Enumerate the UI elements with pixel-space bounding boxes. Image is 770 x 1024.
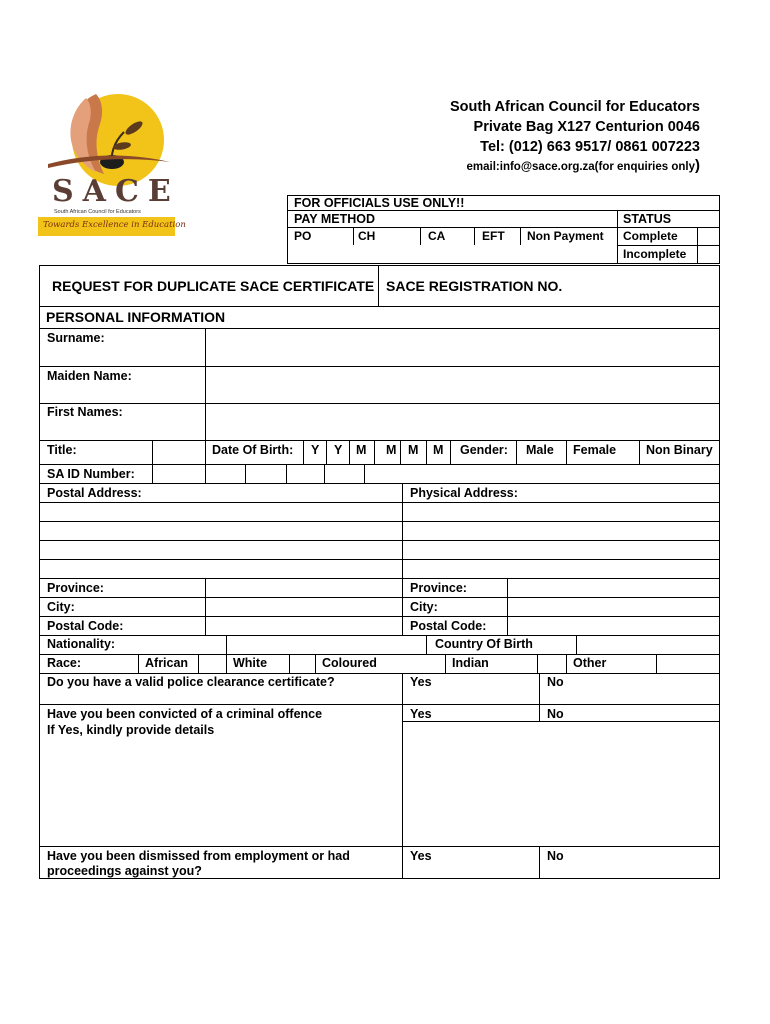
vline-139 (138, 654, 139, 673)
convicted-no[interactable]: No (547, 707, 564, 721)
maiden-name-field[interactable] (206, 367, 720, 403)
hline-704 (39, 704, 720, 705)
gender-female[interactable]: Female (573, 443, 617, 457)
physical-address-label: Physical Address: (410, 486, 518, 500)
vline-199 (198, 654, 199, 673)
sace-reg-no-label: SACE REGISTRATION NO. (386, 278, 563, 294)
vline-427 (426, 440, 427, 464)
vline-640 (639, 440, 640, 464)
hline-440 (39, 440, 720, 441)
vline-567 (566, 440, 567, 464)
status-incomplete: Incomplete (623, 247, 687, 261)
race-white[interactable]: White (233, 656, 268, 670)
dob-y1[interactable]: Y (311, 443, 320, 457)
officials-vline-4 (520, 227, 521, 245)
vline-365 (364, 464, 365, 483)
vline-567-b (566, 654, 567, 673)
race-coloured[interactable]: Coloured (322, 656, 377, 670)
country-of-birth-field[interactable] (577, 636, 720, 654)
nationality-label: Nationality: (47, 637, 116, 651)
officials-vline-3 (474, 227, 475, 245)
race-african[interactable]: African (145, 656, 189, 670)
first-names-label: First Names: (47, 405, 123, 419)
first-names-field[interactable] (206, 404, 720, 440)
pay-eft: EFT (482, 229, 505, 243)
vline-316 (315, 654, 316, 673)
nationality-field[interactable] (227, 636, 427, 654)
vline-287 (286, 464, 287, 483)
surname-label: Surname: (47, 331, 105, 345)
officials-vline-1 (353, 227, 354, 245)
pay-ch: CH (358, 229, 376, 243)
vline-401 (400, 440, 401, 464)
vline-206-d (205, 578, 206, 635)
vline-540-b (539, 846, 540, 879)
vline-446 (445, 654, 446, 673)
sace-brand-text: SACE (52, 174, 180, 209)
vline-206-a (205, 328, 206, 440)
sace-full-name: South African Council for Educators (54, 209, 141, 215)
city-label-2: City: (410, 600, 438, 614)
city-label: City: (47, 600, 75, 614)
status-label: STATUS (623, 212, 672, 226)
tagline-banner (38, 217, 186, 236)
header-address: Private Bag X127 Centurion 0046 (473, 119, 700, 135)
header-email-text: email:info@sace.org.za(for enquiries only (466, 161, 695, 173)
vline-375 (374, 440, 375, 464)
sa-id-label: SA ID Number: (47, 467, 135, 481)
police-yes[interactable]: Yes (410, 675, 432, 689)
race-indian[interactable]: Indian (452, 656, 489, 670)
hline-521 (39, 521, 720, 522)
sace-logo (38, 88, 186, 238)
race-label: Race: (47, 656, 82, 670)
vline-206-b (205, 440, 206, 464)
title-divider (378, 265, 379, 307)
hline-540 (39, 540, 720, 541)
dob-y2[interactable]: Y (334, 443, 343, 457)
vline-227 (226, 635, 227, 654)
vline-350 (349, 440, 350, 464)
header-org-name: South African Council for Educators (449, 99, 700, 115)
header-phone: Tel: (012) 663 9517/ 0861 007223 (480, 139, 700, 155)
officials-vline-6 (697, 227, 698, 264)
vline-538 (537, 654, 538, 673)
vline-657 (656, 654, 657, 673)
officials-vline-5 (617, 211, 618, 264)
title-label: Title: (47, 443, 77, 457)
dismissed-question: Have you been dismissed from employment or had proceedings against you? (47, 849, 350, 878)
vline-403-b (402, 578, 403, 635)
province-label-2: Province: (410, 581, 467, 595)
vline-451 (450, 440, 451, 464)
postal-code-field-2[interactable] (508, 617, 720, 635)
province-label: Province: (47, 581, 104, 595)
tagline-text: Towards Excellence in Education (43, 220, 186, 230)
maiden-name-label: Maiden Name: (47, 369, 132, 383)
vline-153-b (152, 464, 153, 483)
postal-code-field[interactable] (206, 617, 402, 635)
race-other[interactable]: Other (573, 656, 607, 670)
dob-m3[interactable]: M (408, 443, 419, 457)
province-field-2[interactable] (508, 579, 720, 597)
convicted-yes[interactable]: Yes (410, 707, 432, 721)
vline-327 (326, 440, 327, 464)
dob-m2[interactable]: M (386, 443, 397, 457)
hline-483 (39, 483, 720, 484)
vline-246 (245, 464, 246, 483)
vline-325 (324, 464, 325, 483)
title-field[interactable] (153, 441, 205, 463)
officials-title: FOR OFFICIALS USE ONLY!! (294, 196, 465, 210)
pay-method-label: PAY METHOD (294, 212, 376, 226)
convicted-question: Have you been convicted of a criminal offence (47, 707, 323, 721)
personal-info-heading: PERSONAL INFORMATION (46, 309, 226, 325)
hline-673 (39, 673, 720, 674)
dob-m1[interactable]: M (356, 443, 367, 457)
dob-m4[interactable]: M (433, 443, 444, 457)
details-prompt: If Yes, kindly provide details (47, 723, 215, 737)
vline-517 (516, 440, 517, 464)
hline-654 (39, 654, 720, 655)
dismissed-no[interactable]: No (547, 849, 564, 863)
postal-code-label-2: Postal Code: (410, 619, 487, 633)
header-email-paren: ) (695, 157, 700, 174)
pay-non-payment: Non Payment (527, 229, 604, 243)
details-field[interactable] (403, 722, 720, 846)
city-field-2[interactable] (508, 598, 720, 616)
hline-559 (39, 559, 720, 560)
officials-divider-3 (617, 245, 720, 246)
postal-address-label: Postal Address: (47, 486, 142, 500)
postal-code-label: Postal Code: (47, 619, 124, 633)
vline-508 (507, 578, 508, 635)
vline-227-b (226, 654, 227, 673)
vline-153-a (152, 440, 153, 464)
vline-540-a (539, 673, 540, 721)
gender-male[interactable]: Male (526, 443, 554, 457)
status-complete: Complete (623, 229, 678, 243)
pay-po: PO (294, 229, 312, 243)
police-no[interactable]: No (547, 675, 564, 689)
hline-502 (39, 502, 720, 503)
hline-307 (39, 306, 720, 307)
vline-290 (289, 654, 290, 673)
police-clearance-question: Do you have a valid police clearance certificate? (47, 675, 335, 689)
province-field[interactable] (206, 579, 402, 597)
country-of-birth-label: Country Of Birth (435, 637, 533, 651)
gender-non-binary[interactable]: Non Binary (646, 443, 713, 457)
vline-304 (303, 440, 304, 464)
city-field[interactable] (206, 598, 402, 616)
officials-vline-2 (420, 227, 421, 245)
dismissed-yes[interactable]: Yes (410, 849, 432, 863)
gender-label: Gender: (460, 443, 508, 457)
hline-846 (39, 846, 720, 847)
surname-field[interactable] (206, 329, 720, 366)
header-email (467, 157, 700, 174)
officials-divider-2 (287, 227, 720, 228)
vline-206-c (205, 464, 206, 483)
sa-id-field[interactable] (153, 465, 720, 483)
dob-label: Date Of Birth: (212, 443, 294, 457)
form-title: REQUEST FOR DUPLICATE SACE CERTIFICATE (52, 278, 375, 294)
pay-ca: CA (428, 229, 446, 243)
vline-427-b (426, 635, 427, 654)
